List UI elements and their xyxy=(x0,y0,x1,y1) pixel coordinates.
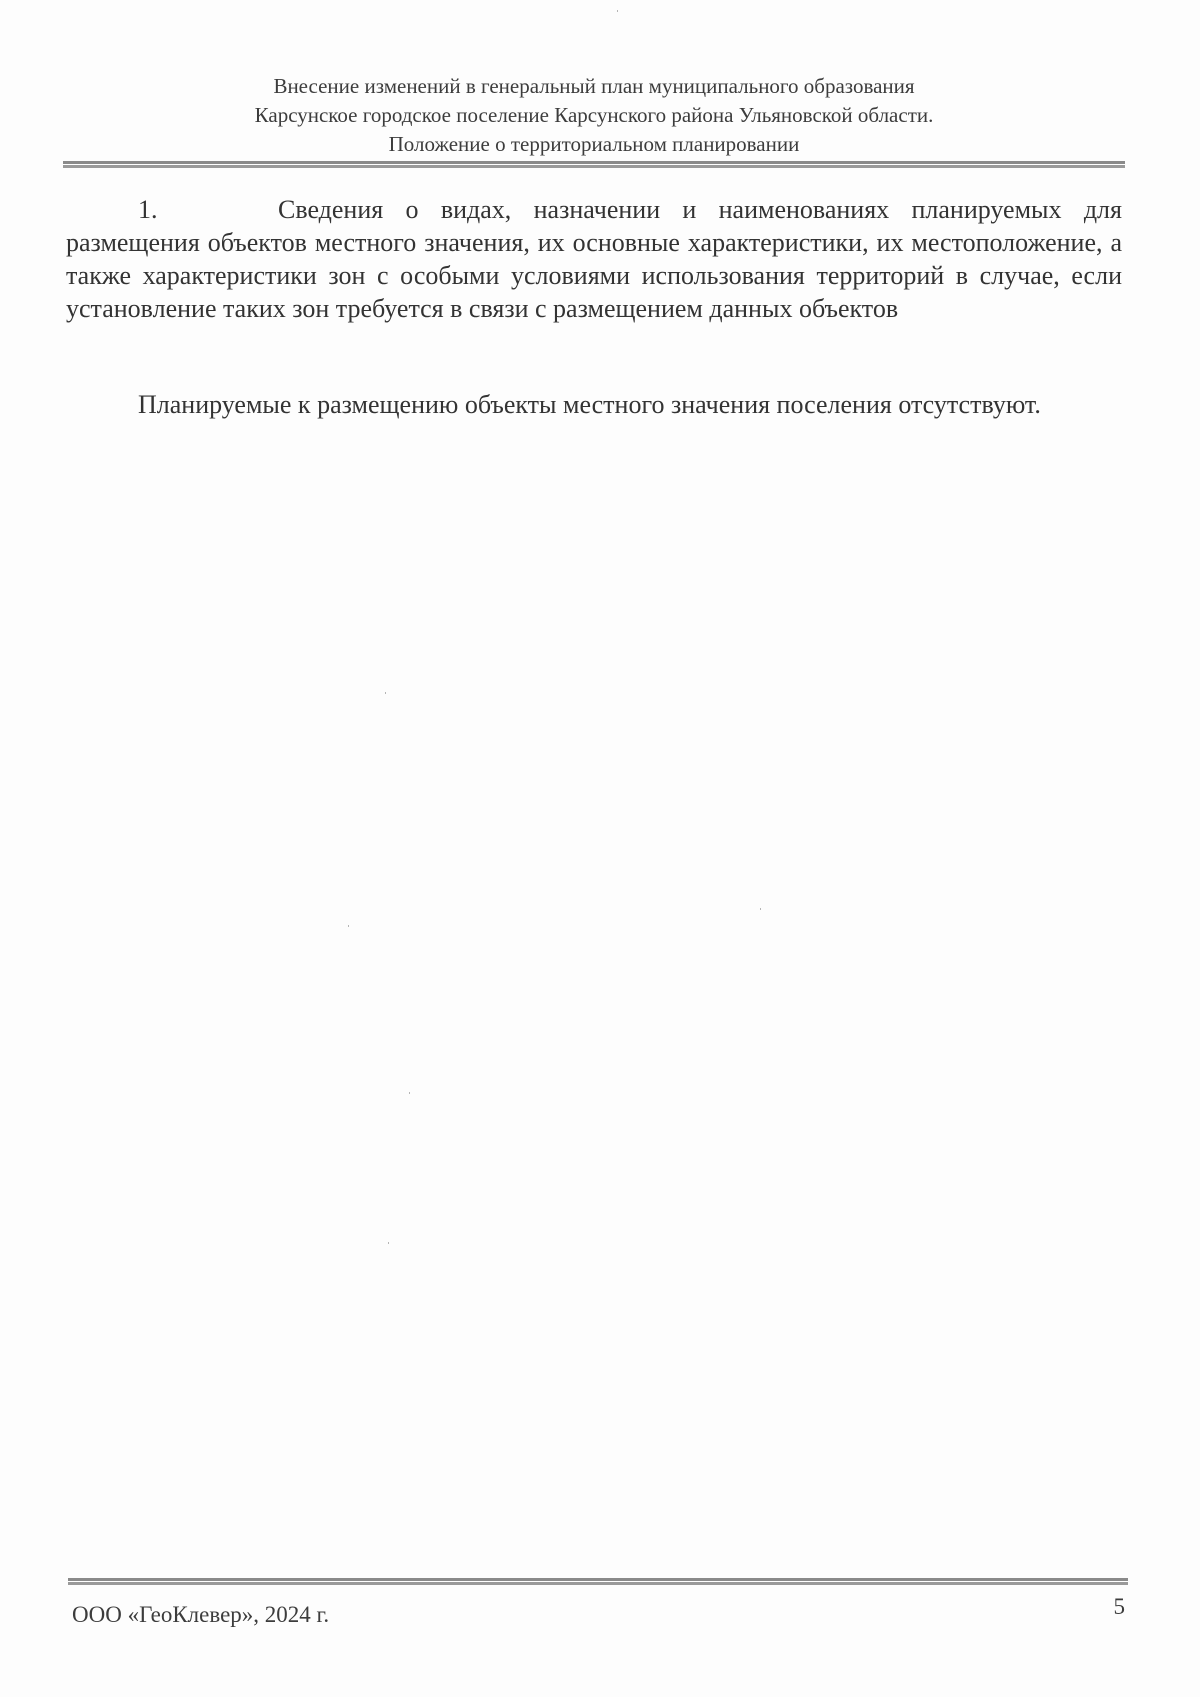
section-1-paragraph xyxy=(66,193,1122,325)
header-line-3: Положение о территориальном планировании xyxy=(388,132,800,156)
scan-speck xyxy=(760,908,761,910)
paragraph-no-objects xyxy=(66,388,1122,421)
header-line-1: Внесение изменений в генеральный план муниципального образования xyxy=(273,74,915,98)
page-header xyxy=(63,72,1125,159)
section-heading: Сведения о видах, назначении и наименованиях планируемых для размещения объектов местного значения, их основные характеристики, их местоположение, а также характеристики зон с особыми условиями использования территорий в случае, если установление таких зон требуется в связи с размещением данных объектов xyxy=(66,195,1122,323)
header-line-2: Карсунское городское поселение Карсунского района Ульяновской области. xyxy=(254,103,934,127)
footer-divider xyxy=(68,1578,1128,1585)
footer-organization: ООО «ГеоКлевер», 2024 г. xyxy=(72,1602,330,1627)
scan-speck xyxy=(409,1092,410,1094)
scan-speck xyxy=(617,10,618,12)
page-number: 5 xyxy=(1113,1594,1125,1619)
section-1 xyxy=(66,193,1122,325)
scan-speck xyxy=(385,692,386,694)
scan-speck xyxy=(388,1242,389,1244)
scan-speck xyxy=(348,925,349,927)
paragraph-text: Планируемые к размещению объекты местного значения поселения отсутствуют. xyxy=(138,390,1041,419)
header-divider xyxy=(63,161,1125,168)
section-number: 1. xyxy=(138,195,158,224)
